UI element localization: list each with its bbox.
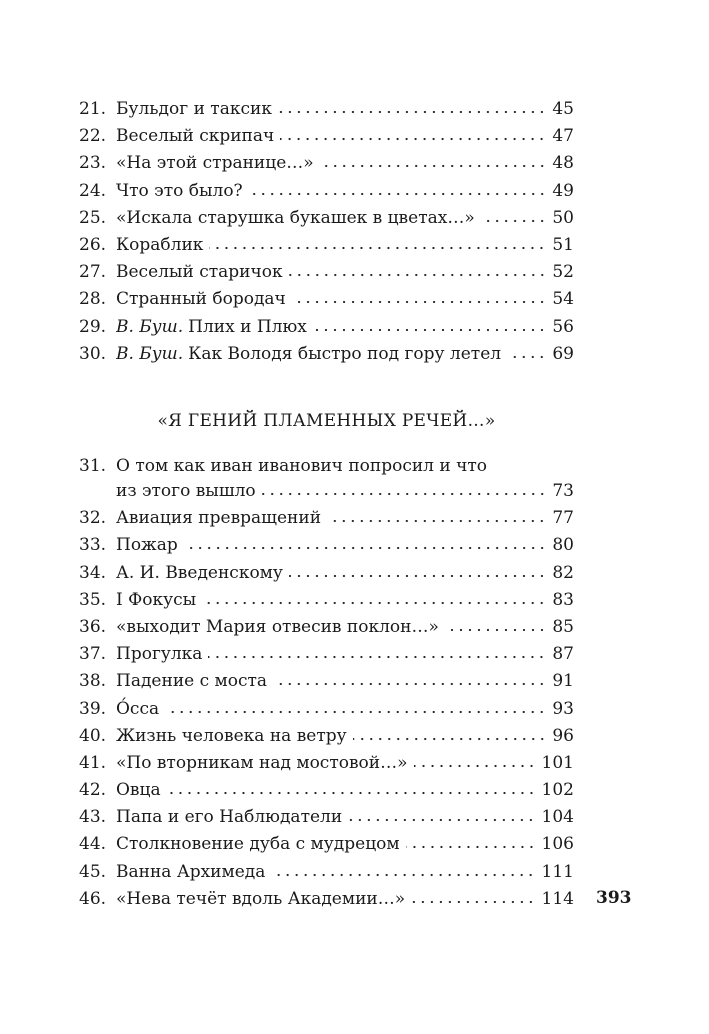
entry-title: Плих и Плюх <box>188 316 307 337</box>
entry-number: 30. <box>79 343 107 364</box>
dot-leader <box>278 102 546 114</box>
entry-text <box>116 859 542 886</box>
entry-page-number: 106 <box>541 834 574 855</box>
entry-page-number: 56 <box>552 316 574 337</box>
entry-title: Жизнь человека на ветру <box>116 725 347 746</box>
entry-title: А. И. Введенскому <box>116 562 283 583</box>
dot-leader <box>273 674 546 686</box>
entry-page-number: 114 <box>541 888 574 909</box>
entry-title: Веселый скрипач <box>116 126 275 147</box>
dot-leader <box>280 129 546 141</box>
entry-page-number: 48 <box>552 153 574 174</box>
entry-page-number: 102 <box>541 780 574 801</box>
toc-entry <box>79 641 574 668</box>
entry-page-number: 83 <box>552 589 574 610</box>
entry-page-number: 45 <box>552 99 574 119</box>
dot-leader <box>327 511 546 523</box>
entry-text <box>116 205 552 232</box>
dot-leader <box>271 865 535 877</box>
entry-text <box>116 123 552 150</box>
entry-title: Кораблик <box>116 234 204 255</box>
entry-title: I Фокусы <box>116 589 197 610</box>
toc-entry <box>79 859 574 886</box>
entry-number: 40. <box>79 725 107 746</box>
entry-text <box>116 341 552 368</box>
toc-entry <box>79 505 574 532</box>
toc-part-two <box>79 454 574 913</box>
toc-entry <box>79 723 574 750</box>
entry-number: 31. <box>79 456 107 476</box>
dot-leader <box>445 620 546 632</box>
toc-entry <box>79 123 574 150</box>
entry-number: 39. <box>79 698 107 719</box>
entry-title: Папа и его Наблюдатели <box>116 807 343 828</box>
entry-text <box>116 314 552 341</box>
entry-number: 46. <box>79 888 107 909</box>
toc-entry-line-1 <box>79 454 574 478</box>
entry-page-number: 51 <box>552 234 574 255</box>
entry-number: 24. <box>79 180 107 201</box>
dot-leader <box>165 702 546 714</box>
entry-text <box>116 454 574 478</box>
toc-entry <box>79 259 574 286</box>
entry-text <box>116 505 552 532</box>
toc-entry <box>79 587 574 614</box>
dot-leader <box>209 238 546 250</box>
entry-page-number: 49 <box>552 180 574 201</box>
entry-title: Пожар <box>116 535 178 556</box>
entry-title: Что это было? <box>116 180 243 201</box>
dot-leader <box>167 783 536 795</box>
entry-author: В. Буш. <box>116 316 184 337</box>
dot-leader <box>292 292 547 304</box>
section-heading: «Я ГЕНИЙ ПЛАМЕННЫХ РЕЧЕЙ…» <box>157 411 496 431</box>
entry-number: 27. <box>79 262 107 283</box>
entry-page-number: 93 <box>552 698 574 719</box>
dot-leader <box>353 729 547 741</box>
entry-page-number: 54 <box>552 289 574 310</box>
entry-text <box>116 259 552 286</box>
entry-text <box>116 96 552 123</box>
entry-title: Странный бородач <box>116 289 286 310</box>
entry-title: Веселый старичок <box>116 262 283 283</box>
toc-entry <box>79 696 574 723</box>
dot-leader <box>262 484 547 496</box>
entry-title-continuation: из этого вышло <box>116 481 256 501</box>
entry-page-number: 47 <box>552 126 574 147</box>
entry-title: «По вторникам над мостовой…» <box>116 752 408 773</box>
entry-title: Столкновение дуба с мудрецом <box>116 834 400 855</box>
entry-text <box>116 478 552 505</box>
toc-part-two-list <box>79 505 574 913</box>
entry-text <box>116 886 542 913</box>
entry-number: 35. <box>79 589 107 610</box>
toc-entry <box>79 886 574 913</box>
entry-page-number: 87 <box>552 644 574 665</box>
entry-text <box>116 178 552 205</box>
entry-author: В. Буш. <box>116 343 184 364</box>
entry-number: 34. <box>79 562 107 583</box>
toc-entry <box>79 232 574 259</box>
entry-number: 38. <box>79 671 107 692</box>
entry-page-number: 73 <box>552 481 574 501</box>
dot-leader <box>289 566 546 578</box>
entry-page-number: 111 <box>541 861 574 882</box>
entry-number: 37. <box>79 644 107 665</box>
dot-leader <box>202 593 546 605</box>
entry-number: 28. <box>79 289 107 310</box>
entry-text <box>116 777 542 804</box>
entry-page-number: 80 <box>552 535 574 556</box>
entry-title: «На этой странице…» <box>116 153 314 174</box>
entry-page-number: 52 <box>552 262 574 283</box>
entry-title: О́сса <box>116 698 160 719</box>
toc-entry <box>79 150 574 177</box>
dot-leader <box>249 184 547 196</box>
entry-text <box>116 286 552 313</box>
entry-text <box>116 723 552 750</box>
entry-title: Авиация превращений <box>116 508 322 529</box>
toc-entry <box>79 205 574 232</box>
entry-number: 36. <box>79 616 107 637</box>
entry-number: 22. <box>79 126 107 147</box>
page-folio: 393 <box>596 888 632 908</box>
entry-number: 42. <box>79 780 107 801</box>
entry-text <box>116 150 552 177</box>
entry-page-number: 104 <box>541 807 574 828</box>
entry-number: 32. <box>79 508 107 529</box>
dot-leader <box>313 320 546 332</box>
entry-text <box>116 668 552 695</box>
entry-page-number: 82 <box>552 562 574 583</box>
entry-page-number: 85 <box>552 616 574 637</box>
dot-leader <box>406 837 536 849</box>
dot-leader <box>348 810 535 822</box>
dot-leader <box>208 647 546 659</box>
toc-entry <box>79 178 574 205</box>
toc-entry <box>79 560 574 587</box>
entry-number: 45. <box>79 861 107 882</box>
toc-entry <box>79 314 574 341</box>
dot-leader <box>481 211 547 223</box>
entry-title: «выходит Мария отвесив поклон…» <box>116 616 439 637</box>
entry-text <box>116 804 542 831</box>
dot-leader <box>507 347 546 359</box>
entry-page-number: 91 <box>552 671 574 692</box>
dot-leader <box>411 892 535 904</box>
entry-title: «Нева течёт вдоль Академии…» <box>116 888 406 909</box>
entry-number: 41. <box>79 752 107 773</box>
toc-entry <box>79 286 574 313</box>
toc-entry <box>79 532 574 559</box>
entry-text <box>116 232 552 259</box>
entry-number: 44. <box>79 834 107 855</box>
entry-page-number: 50 <box>552 207 574 228</box>
entry-text <box>116 587 552 614</box>
entry-number: 33. <box>79 535 107 556</box>
entry-title: Ванна Архимеда <box>116 861 266 882</box>
entry-page-number: 101 <box>541 752 574 773</box>
entry-title: Прогулка <box>116 644 203 665</box>
toc-entry <box>79 804 574 831</box>
entry-title: Падение с моста <box>116 671 268 692</box>
toc-entry <box>79 96 574 123</box>
entry-number: 29. <box>79 316 107 337</box>
entry-title: О том как иван иванович попросил и что <box>116 456 487 476</box>
entry-number: 43. <box>79 807 107 828</box>
toc-entry <box>79 341 574 368</box>
entry-text <box>116 750 542 777</box>
entry-number: 26. <box>79 234 107 255</box>
entry-number: 25. <box>79 207 107 228</box>
entry-title: Овца <box>116 780 161 801</box>
entry-page-number: 96 <box>552 725 574 746</box>
entry-page-number: 69 <box>552 343 574 364</box>
entry-text <box>116 696 552 723</box>
entry-title: Как Володя быстро под гору летел <box>188 343 502 364</box>
toc-entry <box>79 750 574 777</box>
entry-page-number: 77 <box>552 508 574 529</box>
entry-text <box>116 532 552 559</box>
toc-entry <box>79 777 574 804</box>
toc-part-one <box>79 96 574 368</box>
entry-text <box>116 831 542 858</box>
entry-text <box>116 641 552 668</box>
dot-leader <box>289 265 547 277</box>
entry-title: «Искала старушка букашек в цветах…» <box>116 207 475 228</box>
toc-entry <box>79 668 574 695</box>
entry-number: 21. <box>79 99 107 119</box>
dot-leader <box>184 538 547 550</box>
toc-entry-line-2 <box>79 478 574 505</box>
entry-text <box>116 614 552 641</box>
toc-entry <box>79 614 574 641</box>
entry-number: 23. <box>79 153 107 174</box>
entry-title: Бульдог и таксик <box>116 99 272 119</box>
toc-entry <box>79 831 574 858</box>
dot-leader <box>414 756 536 768</box>
dot-leader <box>320 156 547 168</box>
entry-text <box>116 560 552 587</box>
